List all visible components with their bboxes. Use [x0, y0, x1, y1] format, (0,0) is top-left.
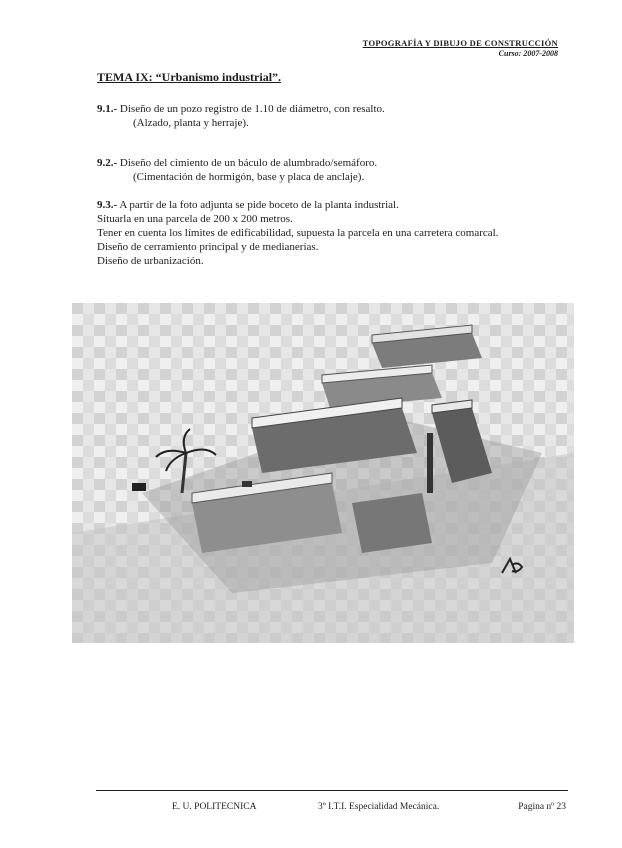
- footer-divider: [96, 790, 568, 791]
- exercise-line: Tener en cuenta los límites de edificabilidad, supuesta la parcela en una carretera comarcal.: [97, 227, 499, 239]
- course-title: TOPOGRAFÍA Y DIBUJO DE CONSTRUCCIÓN: [362, 38, 558, 48]
- exercise-9-3: [97, 198, 498, 268]
- exercise-line: A partir de la foto adjunta se pide boceto de la planta industrial.: [119, 199, 399, 211]
- exercise-number: 9.2.-: [97, 157, 118, 169]
- exercise-line: Diseño de urbanización.: [97, 255, 204, 267]
- exercise-line: (Alzado, planta y herraje).: [133, 117, 249, 129]
- footer-page-number: Pagina nº 23: [518, 802, 566, 812]
- exercise-line: Diseño de un pozo registro de 1.10 de diámetro, con resalto.: [119, 103, 385, 115]
- page-header: [363, 38, 558, 58]
- exercise-line: Diseño del cimiento de un báculo de alumbrado/semáforo.: [119, 157, 378, 169]
- exercise-9-2: [97, 156, 377, 184]
- aerial-photo-illustration: [72, 303, 574, 643]
- topic-title: TEMA IX: “Urbanismo industrial”.: [97, 70, 282, 84]
- industrial-plant-aerial-photo: [72, 303, 574, 643]
- footer-school: E. U. POLITECNICA: [172, 802, 257, 812]
- footer-course: 3º I.T.I. Especialidad Mecánica.: [318, 802, 440, 812]
- exercise-line: Diseño de cerramiento principal y de medianerías.: [97, 241, 319, 253]
- course-year: Curso: 2007-2008: [498, 49, 558, 58]
- exercise-9-1: [97, 102, 385, 130]
- exercise-line: Situarla en una parcela de 200 x 200 metros.: [97, 213, 293, 225]
- exercise-number: 9.1.-: [97, 103, 118, 115]
- exercise-number: 9.3.-: [97, 199, 118, 211]
- exercise-line: (Cimentación de hormigón, base y placa de anclaje).: [133, 171, 365, 183]
